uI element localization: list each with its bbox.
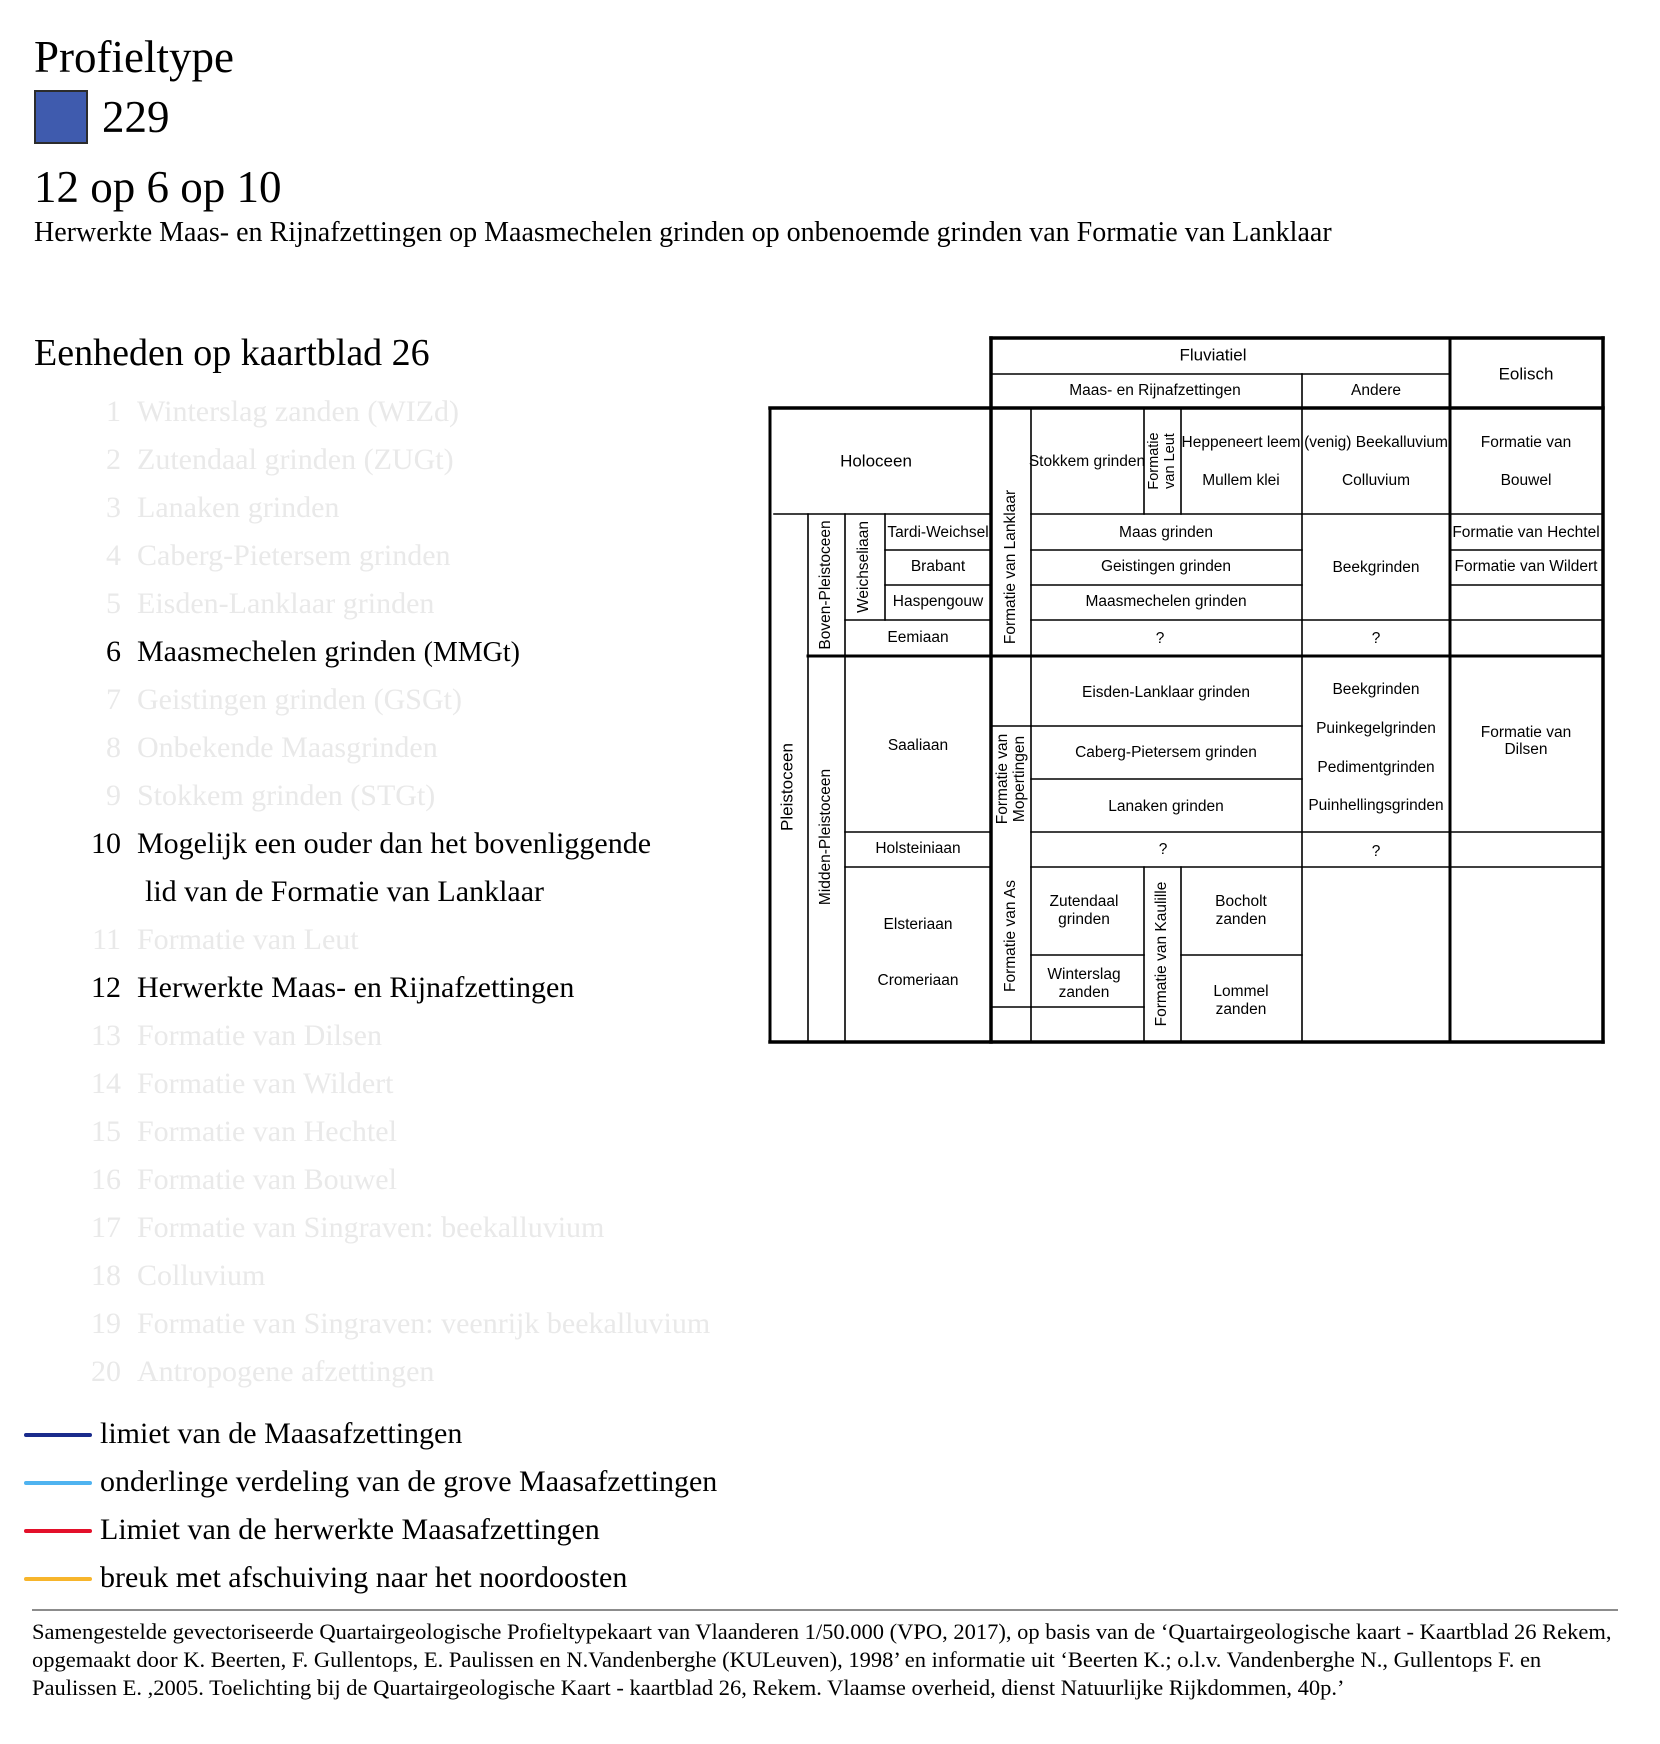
unit-label-text: Formatie van Bouwel [137,1163,397,1196]
cell-maas-grinden: Maas grinden [1119,524,1213,542]
unit-number: 3 [106,491,121,524]
stage-saaliaan: Saaliaan [887,737,949,755]
unit-number: 15 [91,1115,121,1148]
unit-label-text: Zutendaal grinden (ZUGt) [137,443,454,476]
formation-mopertingen-line2: Mopertingen [1011,735,1029,823]
unit-label-text: Winterslag zanden (WIZd) [137,395,459,428]
unit-label-text: Formatie van Wildert [137,1067,394,1100]
unit-number: 13 [91,1019,121,1052]
stage-tardi-weichsel: Tardi-Weichsel [887,524,989,542]
cell-mullem-klei: Mullem klei [1202,472,1280,490]
cell-unknown-holsteiniaan-maas: ? [1158,841,1168,859]
cell-bouwel-line1: Formatie van [1480,434,1572,452]
formation-kaulille: Formatie van Kaulille [1153,881,1171,1027]
unit-number: 12 [91,971,121,1004]
unit-label-text: Formatie van Hechtel [137,1115,397,1148]
eolisch-header: Eolisch [1498,364,1554,384]
unit-label-text: Onbekende Maasgrinden [137,731,438,764]
cell-unknown-eemiaan-andere: ? [1371,630,1381,648]
unit-number: 20 [91,1355,121,1388]
unit-number: 18 [91,1259,121,1292]
cell-lommel-line1: Lommel [1213,983,1269,1001]
stage-holsteiniaan: Holsteiniaan [875,840,961,858]
cell-dilsen-line2: Dilsen [1504,741,1548,759]
cell-unknown-eemiaan-maas: ? [1155,630,1165,648]
cell-lanaken-grinden: Lanaken grinden [1108,798,1224,816]
cell-venig-beekalluvium: (venig) Beekalluvium [1304,434,1448,452]
maas-rijn-header: Maas- en Rijnafzettingen [1069,382,1241,400]
unit-number: 9 [106,779,121,812]
cell-bouwel-line2: Bouwel [1500,472,1552,490]
unit-label-text: Herwerkte Maas- en Rijnafzettingen [137,971,575,1004]
unit-number: 1 [106,395,121,428]
unit-label-text: Mogelijk een ouder dan het bovenliggende [137,827,652,860]
cell-pedimentgrinden: Pedimentgrinden [1317,759,1435,777]
cell-beekgrinden-upper: Beekgrinden [1332,559,1420,577]
formation-as: Formatie van As [1002,880,1020,992]
unit-label-text: Geistingen grinden (GSGt) [137,683,462,716]
cell-maasmechelen-grinden: Maasmechelen grinden [1085,593,1247,611]
fluviatiel-header: Fluviatiel [1179,345,1247,365]
cell-caberg-pietersem-grinden: Caberg-Pietersem grinden [1075,744,1257,762]
cell-unknown-holsteiniaan-andere: ? [1371,843,1381,861]
unit-number: 14 [91,1067,121,1100]
unit-number: 19 [91,1307,121,1340]
unit-number: 8 [106,731,121,764]
profile-formula: 12 op 6 op 10 [34,162,282,212]
unit-label-text: Stokkem grinden (STGt) [137,779,436,812]
legend-label: Limiet van de herwerkte Maasafzettingen [100,1513,600,1546]
cell-winterslag-line2: zanden [1058,984,1110,1002]
unit-label-text: Maasmechelen grinden [137,635,417,668]
unit-label-text: Formatie van Leut [137,923,359,956]
unit-label-text: Formatie van Singraven: veenrijk beekalluvium [137,1307,711,1340]
cell-zutendaal-line1: Zutendaal [1049,893,1119,911]
cell-geistingen-grinden: Geistingen grinden [1100,558,1232,576]
unit-number: 7 [106,683,121,716]
unit-number: 11 [92,923,121,956]
unit-label-text: Antropogene afzettingen [137,1355,435,1388]
unit-label-text: lid van de Formatie van Lanklaar [145,875,545,908]
stage-haspengouw: Haspengouw [892,593,984,611]
formation-lanklaar: Formatie van Lanklaar [1002,489,1020,645]
units-heading: Eenheden op kaartblad 26 [34,332,430,374]
unit-label-text: Colluvium [137,1259,266,1292]
cell-formatie-hechtel: Formatie van Hechtel [1452,524,1600,542]
period-pleistoceen: Pleistoceen [777,743,797,831]
cell-stokkem-grinden: Stokkem grinden [1028,453,1146,471]
formation-leut-line1: Formatie [1145,432,1162,490]
unit-number: 4 [106,539,121,572]
legend-label: onderlinge verdeling van de grove Maasafzettingen [100,1465,718,1498]
cell-zutendaal-line2: grinden [1058,911,1110,929]
profile-description: Herwerkte Maas- en Rijnafzettingen op Maasmechelen grinden op onbenoemde grinden van Formatie van Lanklaar [34,217,1332,248]
unit-label-text: Formatie van Singraven: beekalluvium [137,1211,605,1244]
cell-puinhellingsgrinden: Puinhellingsgrinden [1308,797,1444,815]
cell-eisden-lanklaar-grinden: Eisden-Lanklaar grinden [1081,684,1251,702]
profile-code: 229 [102,92,170,142]
legend-label: limiet van de Maasafzettingen [100,1417,463,1450]
stage-brabant: Brabant [910,558,966,576]
page-title: Profieltype [34,32,234,82]
unit-number: 10 [91,827,121,860]
unit-number: 2 [106,443,121,476]
stage-elsteriaan: Elsteriaan [883,916,953,934]
stage-cromeriaan: Cromeriaan [877,972,959,990]
cell-bocholt-line1: Bocholt [1215,893,1267,911]
cell-winterslag-line1: Winterslag [1047,966,1121,984]
andere-header: Andere [1351,382,1401,400]
cell-puinkegelgrinden: Puinkegelgrinden [1316,720,1436,738]
stage-weichseliaan: Weichseliaan [855,521,873,613]
unit-number: 17 [91,1211,121,1244]
unit-label-text: Caberg-Pietersem grinden [137,539,451,572]
stage-eemiaan: Eemiaan [887,629,949,647]
period-boven-pleistoceen: Boven-Pleistoceen [817,520,835,650]
legend-label: breuk met afschuiving naar het noordoosten [100,1561,628,1594]
cell-heppeneert-leem: Heppeneert leem [1181,434,1301,452]
cell-formatie-wildert: Formatie van Wildert [1454,558,1598,576]
cell-bocholt-line2: zanden [1215,911,1267,929]
unit-label-text: Lanaken grinden [137,491,340,524]
unit-number: 16 [91,1163,121,1196]
unit-abbreviation: (MMGt) [423,637,521,668]
unit-number: 6 [106,635,121,668]
cell-colluvium: Colluvium [1341,472,1411,490]
cell-beekgrinden-lower: Beekgrinden [1332,681,1420,699]
unit-label-text: Eisden-Lanklaar grinden [137,587,435,620]
formation-leut-line2: van Leut [1161,433,1178,489]
period-holoceen: Holoceen [840,451,912,471]
formation-mopertingen-line1: Formatie van [994,733,1012,825]
unit-number: 5 [106,587,121,620]
period-midden-pleistoceen: Midden-Pleistoceen [817,768,835,906]
unit-label-text: Formatie van Dilsen [137,1019,382,1052]
cell-lommel-line2: zanden [1215,1001,1267,1019]
source-note: Samengestelde gevectoriseerde Quartairgeologische Profieltypekaart van Vlaanderen 1/50.000 (VPO, 2017), op basis van de ‘Quartairgeologische kaart - Kaartblad 26 Rekem, opgemaakt door K. Beerten, F. Gullentops, E. Paulissen en N.Vandenberghe (KULeuven), 1998’ en informatie uit ‘Beerten K.; o.l.v. Vandenberghe N., Gullentops F. en Paulissen E. ,2005. Toelichting bij de Quartairgeologische Kaart - kaartblad 26, Rekem. Vlaamse overheid, dienst Natuurlijke Rijkdommen, 40p.’ [32,1619,1612,1700]
cell-dilsen-line1: Formatie van [1480,724,1572,742]
